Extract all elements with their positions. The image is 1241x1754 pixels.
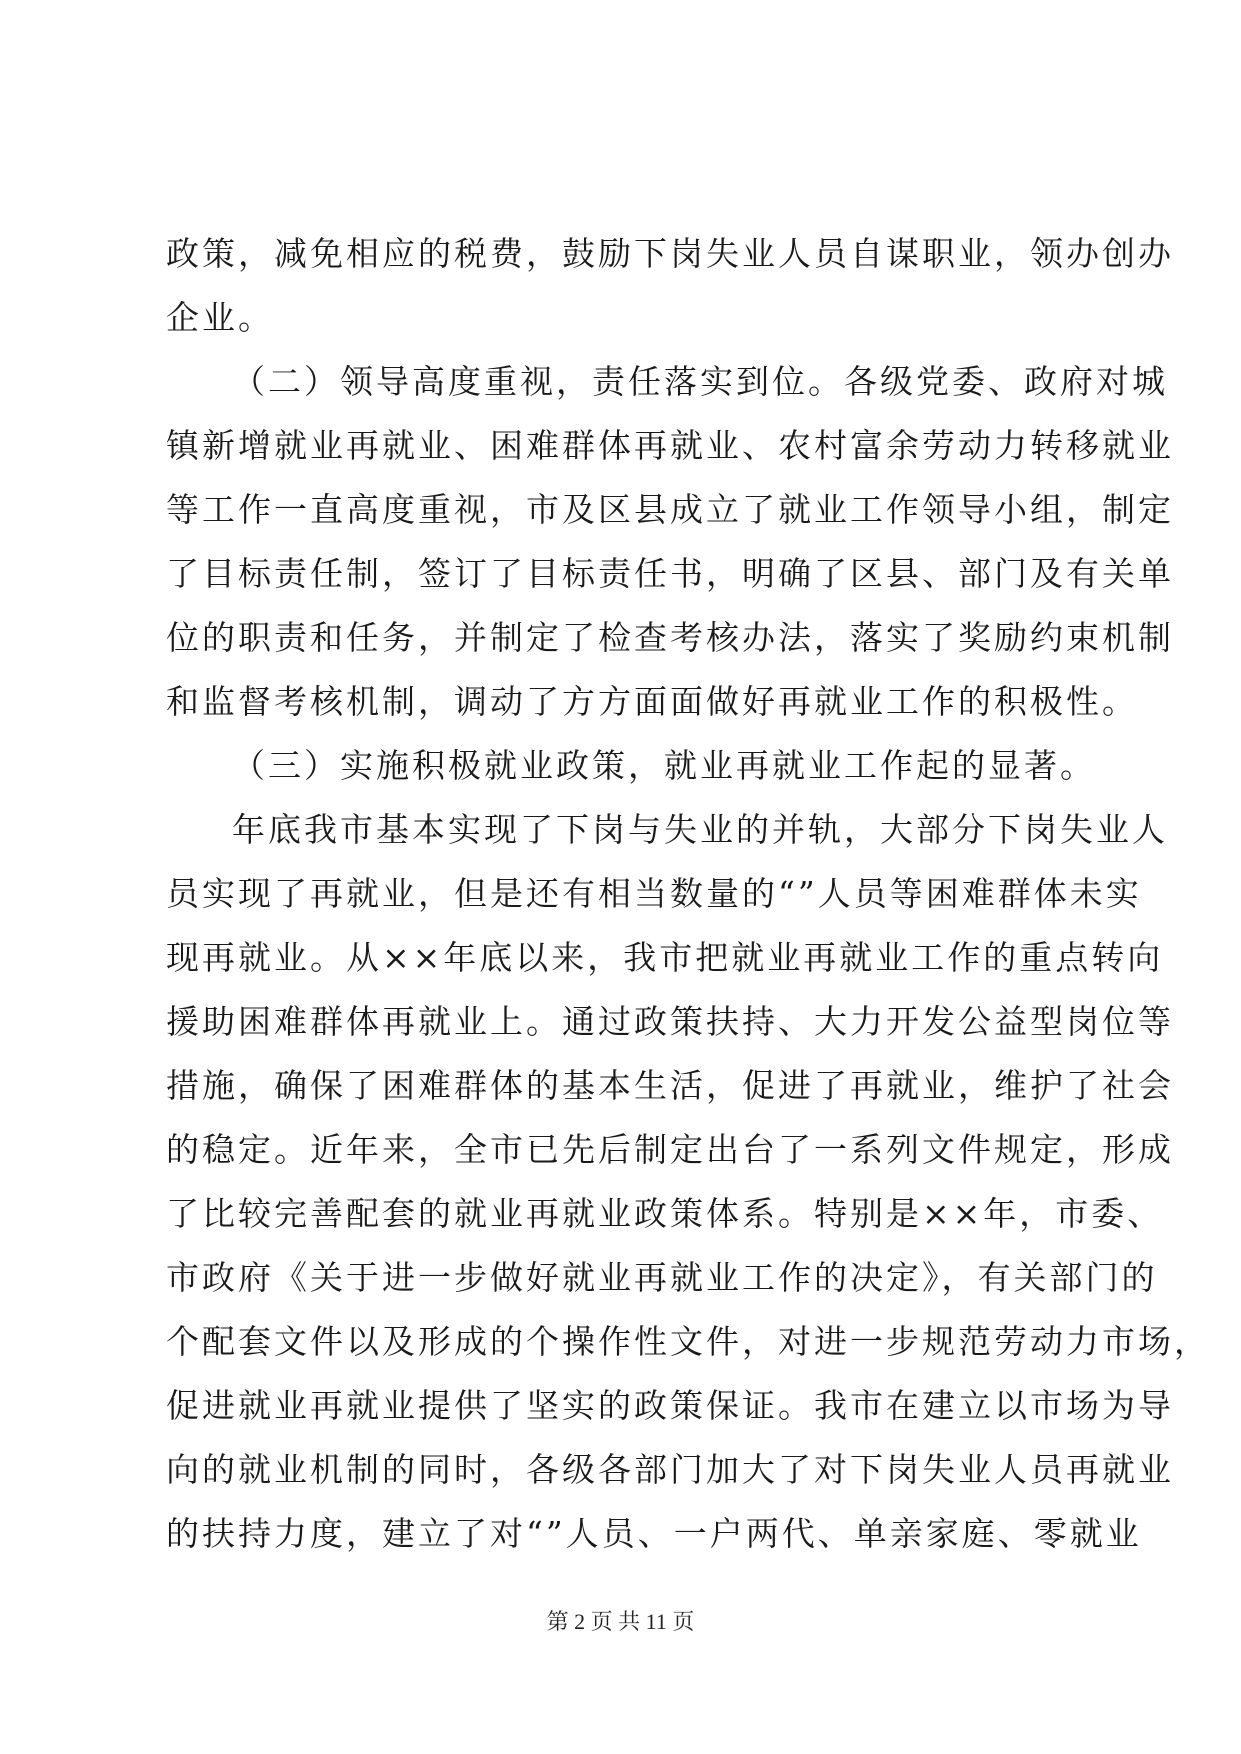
text-line: 等工作一直高度重视，市及区县成立了就业工作领导小组，制定 <box>166 490 1174 529</box>
text-line: 个配套文件以及形成的个操作性文件，对进一步规范劳动力市场， <box>166 1322 1210 1361</box>
text-line: 镇新增就业再就业、困难群体再就业、农村富余劳动力转移就业 <box>166 426 1174 465</box>
text-line: 员实现了再就业，但是还有相当数量的“”人员等困难群体未实 <box>166 874 1142 913</box>
text-line: 现再就业。从××年底以来，我市把就业再就业工作的重点转向 <box>166 938 1164 977</box>
text-line: 措施，确保了困难群体的基本生活，促进了再就业，维护了社会 <box>166 1066 1174 1105</box>
text-line: 年底我市基本实现了下岗与失业的并轨，大部分下岗失业人 <box>232 810 1168 849</box>
text-line: 了目标责任制，签订了目标责任书，明确了区县、部门及有关单 <box>166 554 1174 593</box>
text-line: 了比较完善配套的就业再就业政策体系。特别是××年，市委、 <box>166 1194 1164 1233</box>
text-line: 的扶持力度，建立了对“”人员、一户两代、单亲家庭、零就业 <box>166 1514 1142 1553</box>
text-line: 促进就业再就业提供了坚实的政策保证。我市在建立以市场为导 <box>166 1386 1174 1425</box>
text-line: 位的职责和任务，并制定了检查考核办法，落实了奖励约束机制 <box>166 618 1174 657</box>
text-line: 援助困难群体再就业上。通过政策扶持、大力开发公益型岗位等 <box>166 1002 1174 1041</box>
text-line: 向的就业机制的同时，各级各部门加大了对下岗失业人员再就业 <box>166 1450 1174 1489</box>
text-line: 政策，减免相应的税费，鼓励下岗失业人员自谋职业，领办创办 <box>166 234 1174 273</box>
section-heading-two: （二）领导高度重视，责任落实到位。各级党委、政府对城 <box>232 362 1168 401</box>
text-line: 和监督考核机制，调动了方方面面做好再就业工作的积极性。 <box>166 682 1138 721</box>
text-line: 市政府《关于进一步做好就业再就业工作的决定》，有关部门的 <box>166 1258 1158 1297</box>
section-heading-three: （三）实施积极就业政策，就业再就业工作起的显著。 <box>232 746 1096 785</box>
text-line: 的稳定。近年来，全市已先后制定出台了一系列文件规定，形成 <box>166 1130 1174 1169</box>
text-line: 企业。 <box>166 298 274 337</box>
body-text <box>166 222 1210 1566</box>
page-number: 第 2 页 共 11 页 <box>546 1609 695 1634</box>
page-footer <box>0 1605 1241 1636</box>
